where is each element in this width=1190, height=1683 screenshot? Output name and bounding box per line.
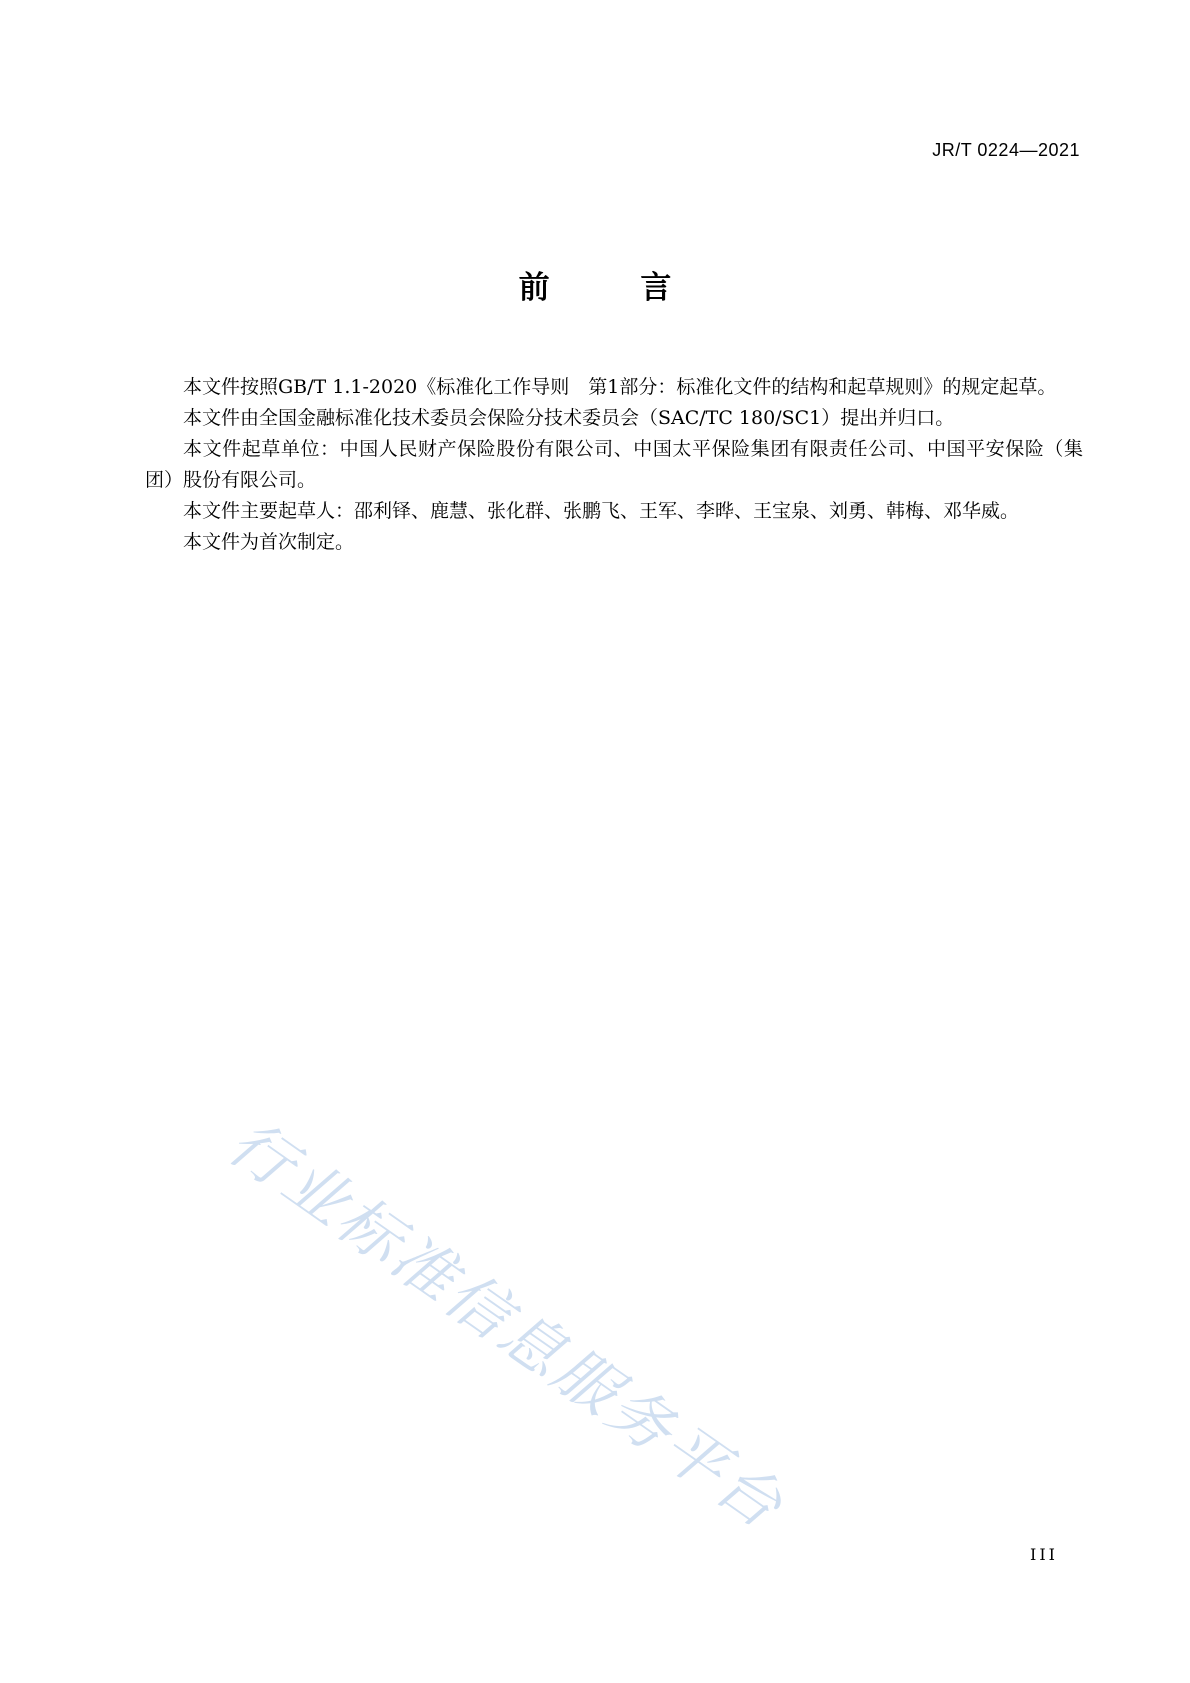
paragraph-drafting-rules: 本文件按照GB/T 1.1-2020《标准化工作导则 第1部分：标准化文件的结构和起草规则》的规定起草。 [183, 376, 1057, 398]
watermark: 行业标准信息服务平台 [215, 1105, 799, 1545]
paragraph-first-edition: 本文件为首次制定。 [183, 531, 355, 553]
paragraph-drafters: 本文件主要起草人：邵利铎、鹿慧、张化群、张鹏飞、王军、李晔、王宝泉、刘勇、韩梅、邓华威。 [183, 500, 1020, 522]
paragraph-committee: 本文件由全国金融标准化技术委员会保险分技术委员会（SAC/TC 180/SC1）提出并归口。 [183, 407, 955, 429]
page-number: III [1030, 1545, 1058, 1564]
page-title: 前 言 [518, 270, 712, 306]
document-code: JR/T 0224—2021 [932, 140, 1080, 160]
foreword-body [145, 372, 1083, 558]
paragraph-drafting-units: 本文件起草单位：中国人民财产保险股份有限公司、中国太平保险集团有限责任公司、中国平安保险（集团）股份有限公司。 [145, 438, 1083, 491]
